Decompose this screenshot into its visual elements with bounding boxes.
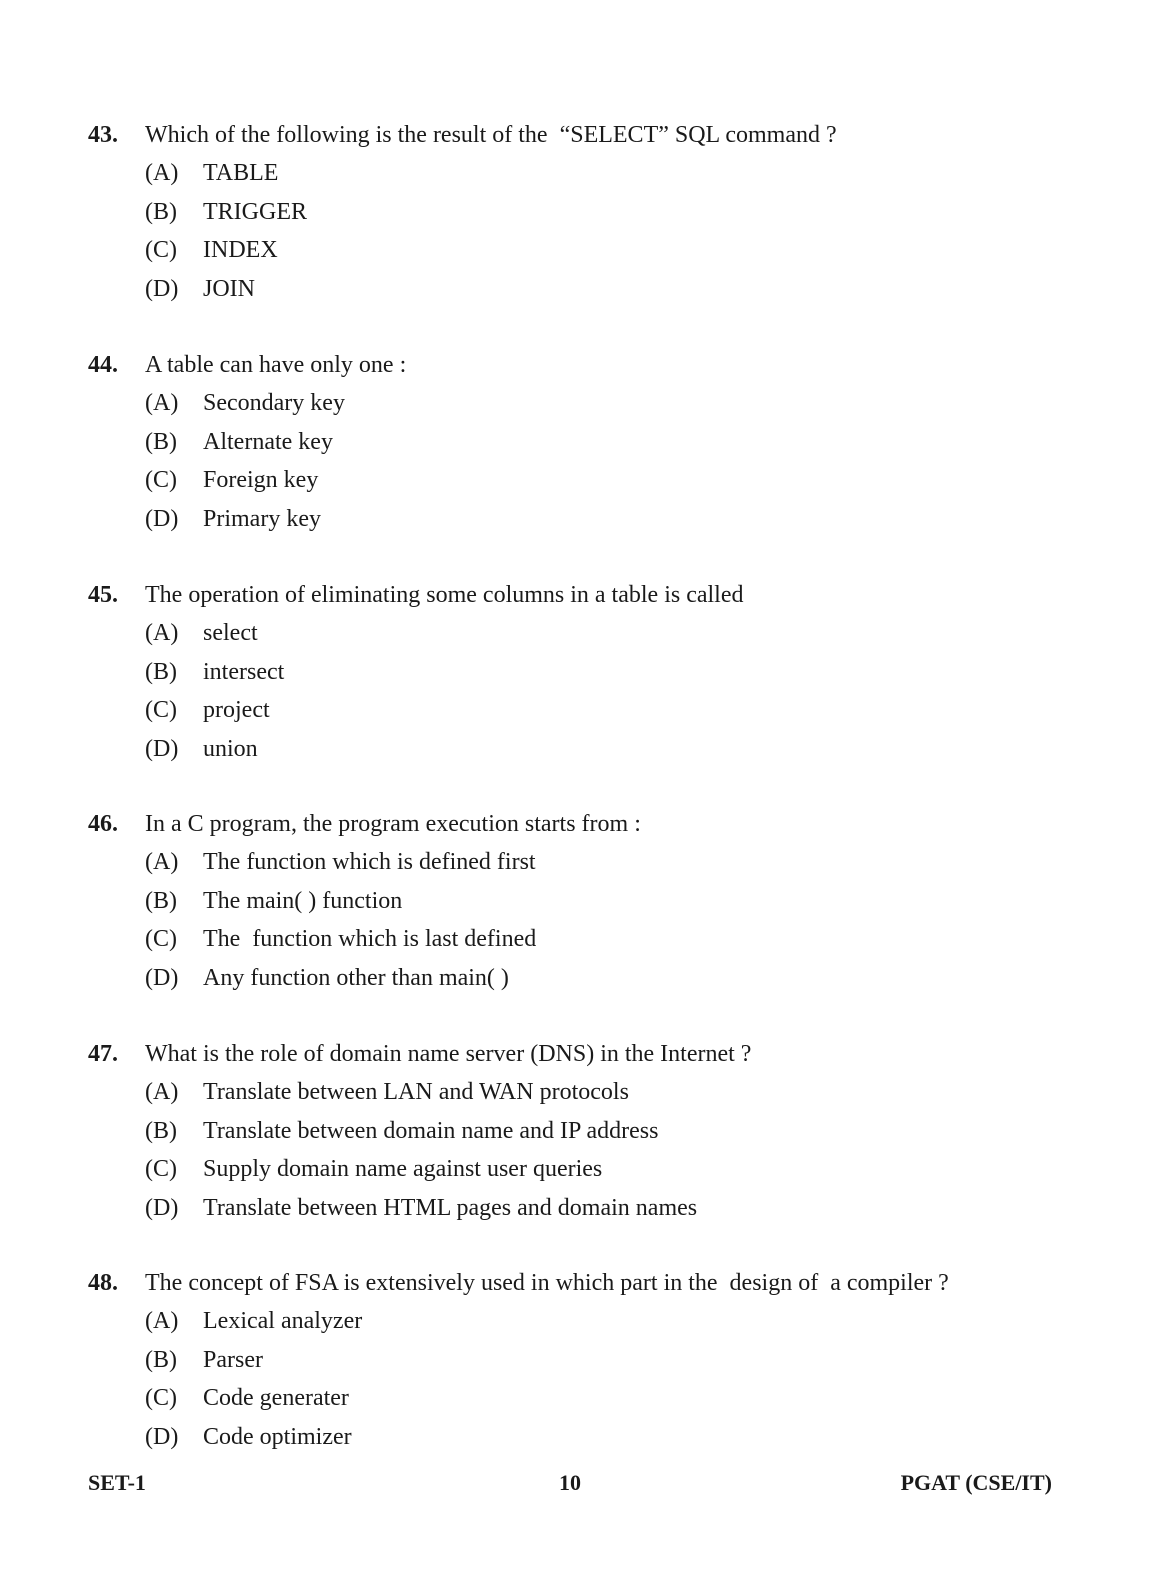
option-text: Lexical analyzer	[203, 1308, 363, 1334]
question-47	[88, 1035, 1088, 1227]
question-number: 45.	[88, 582, 118, 608]
question-text: In a C program, the program execution starts from :	[145, 811, 641, 837]
option-letter: (A)	[145, 849, 179, 875]
option-letter: (A)	[145, 1079, 179, 1105]
option-d	[145, 730, 1088, 769]
option-letter: (B)	[145, 198, 177, 225]
option-text: Primary key	[203, 505, 321, 532]
question-43	[88, 116, 1088, 308]
option-b	[145, 653, 1088, 692]
option-letter: (A)	[145, 390, 179, 416]
question-stem	[88, 1264, 1088, 1302]
question-number: 46.	[88, 811, 118, 837]
option-text: Secondary key	[203, 390, 345, 416]
option-letter: (C)	[145, 697, 177, 723]
option-text: intersect	[203, 658, 285, 685]
page-footer	[88, 1470, 1052, 1500]
question-number: 47.	[88, 1041, 118, 1067]
option-text: union	[203, 735, 258, 762]
option-b	[145, 193, 1088, 232]
option-text: Foreign key	[203, 467, 319, 493]
option-letter: (B)	[145, 658, 177, 685]
option-letter: (A)	[145, 1308, 179, 1334]
option-c	[145, 1379, 1088, 1418]
option-letter: (B)	[145, 1117, 177, 1144]
option-text: The function which is last defined	[203, 926, 537, 952]
option-a	[145, 154, 1088, 193]
option-list	[145, 384, 1088, 538]
question-45	[88, 576, 1088, 768]
option-text: INDEX	[203, 237, 278, 263]
option-text: Supply domain name against user queries	[203, 1156, 603, 1182]
option-b	[145, 423, 1088, 462]
option-a	[145, 614, 1088, 653]
option-letter: (C)	[145, 926, 177, 952]
option-text: Code generater	[203, 1385, 349, 1411]
option-a	[145, 1302, 1088, 1341]
option-letter: (D)	[145, 1423, 179, 1450]
question-text: The operation of eliminating some columns in a table is called	[145, 582, 744, 608]
option-letter: (A)	[145, 160, 179, 186]
option-letter: (B)	[145, 1346, 177, 1373]
option-text: The main( ) function	[203, 887, 403, 914]
option-d	[145, 1189, 1088, 1228]
option-letter: (B)	[145, 428, 177, 455]
option-letter: (C)	[145, 1385, 177, 1411]
option-text: Parser	[203, 1346, 263, 1373]
option-text: project	[203, 697, 270, 723]
option-letter: (B)	[145, 887, 177, 914]
option-a	[145, 843, 1088, 882]
option-letter: (A)	[145, 620, 179, 646]
question-44	[88, 346, 1088, 538]
question-number: 44.	[88, 352, 118, 378]
option-b	[145, 1112, 1088, 1151]
option-letter: (D)	[145, 735, 179, 762]
option-c	[145, 1150, 1088, 1189]
question-stem	[88, 346, 1088, 384]
question-text: The concept of FSA is extensively used in which part in the design of a compiler ?	[145, 1270, 949, 1296]
option-text: TRIGGER	[203, 198, 307, 225]
option-text: Any function other than main( )	[203, 964, 509, 991]
option-text: Translate between domain name and IP address	[203, 1117, 659, 1144]
option-d	[145, 959, 1088, 998]
question-stem	[88, 116, 1088, 154]
footer-exam-code: PGAT (CSE/IT)	[900, 1470, 1052, 1495]
option-c	[145, 920, 1088, 959]
option-text: JOIN	[203, 275, 255, 302]
question-stem	[88, 805, 1088, 843]
option-d	[145, 270, 1088, 309]
question-number: 43.	[88, 122, 118, 148]
option-d	[145, 1418, 1088, 1457]
option-letter: (C)	[145, 1156, 177, 1182]
option-letter: (D)	[145, 505, 179, 532]
option-text: Code optimizer	[203, 1423, 352, 1450]
option-text: Translate between HTML pages and domain names	[203, 1194, 698, 1221]
question-stem	[88, 1035, 1088, 1073]
option-list	[145, 154, 1088, 308]
question-text: What is the role of domain name server (DNS) in the Internet ?	[145, 1041, 752, 1067]
option-a	[145, 1073, 1088, 1112]
option-letter: (C)	[145, 467, 177, 493]
option-text: select	[203, 620, 258, 646]
option-text: Alternate key	[203, 428, 333, 455]
option-c	[145, 691, 1088, 730]
option-a	[145, 384, 1088, 423]
question-text: Which of the following is the result of the “SELECT” SQL command ?	[145, 122, 837, 148]
option-b	[145, 1341, 1088, 1380]
option-list	[145, 1302, 1088, 1456]
option-letter: (D)	[145, 1194, 179, 1221]
option-text: The function which is defined first	[203, 849, 536, 875]
option-b	[145, 882, 1088, 921]
option-c	[145, 231, 1088, 270]
option-list	[145, 1073, 1088, 1227]
page-number: 10	[559, 1470, 581, 1495]
option-text: TABLE	[203, 160, 279, 186]
option-c	[145, 461, 1088, 500]
question-stem	[88, 576, 1088, 614]
option-d	[145, 500, 1088, 539]
option-list	[145, 843, 1088, 997]
question-text: A table can have only one :	[145, 352, 407, 378]
option-letter: (C)	[145, 237, 177, 263]
question-number: 48.	[88, 1270, 118, 1296]
footer-set-label: SET-1	[88, 1470, 146, 1495]
option-list	[145, 614, 1088, 768]
question-48	[88, 1264, 1088, 1456]
option-letter: (D)	[145, 275, 179, 302]
option-letter: (D)	[145, 964, 179, 991]
option-text: Translate between LAN and WAN protocols	[203, 1079, 629, 1105]
question-46	[88, 805, 1088, 997]
